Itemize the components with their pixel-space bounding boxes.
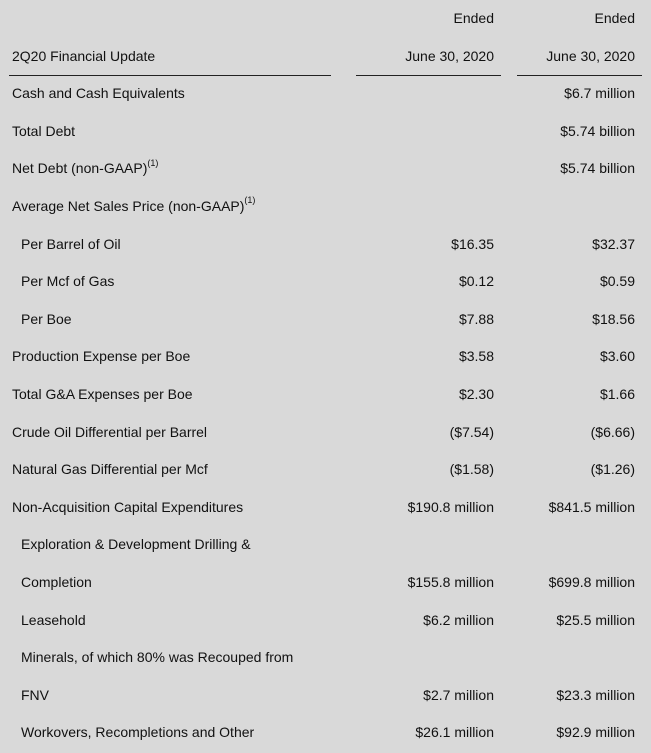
table-row-crude-differential xyxy=(0,414,651,452)
header-row-ended xyxy=(0,0,651,38)
row-col1-value: $26.1 million xyxy=(415,724,494,741)
row-col2-value: $32.37 xyxy=(592,235,635,252)
row-col2-value: $5.74 billion xyxy=(560,122,635,139)
row-col2-value: $6.7 million xyxy=(564,85,635,102)
row-label: Natural Gas Differential per Mcf xyxy=(12,461,208,478)
row-col2-value: $699.8 million xyxy=(548,573,635,590)
row-col1-value: $3.58 xyxy=(458,348,494,365)
table-row-per-mcf xyxy=(0,263,651,301)
row-label: Per Barrel of Oil xyxy=(21,235,121,252)
col2-date-label: June 30, 2020 xyxy=(546,47,635,64)
footnote-marker: (1) xyxy=(244,195,256,206)
row-label: Total Debt xyxy=(12,122,76,139)
row-col2-value: $92.9 million xyxy=(556,724,635,741)
table-row-per-barrel xyxy=(0,226,651,264)
table-row-workovers xyxy=(0,714,651,752)
table-row-completion xyxy=(0,564,651,602)
table-row-production-expense xyxy=(0,338,651,376)
table-row-gas-differential xyxy=(0,451,651,489)
table-row-drilling xyxy=(0,526,651,564)
header-divider-label xyxy=(9,75,331,76)
row-label: Crude Oil Differential per Barrel xyxy=(12,423,208,440)
row-col2-value: $18.56 xyxy=(592,310,635,327)
table-row-avg-net-sales-price xyxy=(0,188,651,226)
row-label: Per Mcf of Gas xyxy=(21,273,115,290)
table-row-net-debt xyxy=(0,150,651,188)
table-row-cash xyxy=(0,75,651,113)
table-row-ga-expenses xyxy=(0,376,651,414)
row-col2-value: $0.59 xyxy=(599,273,635,290)
row-label: Average Net Sales Price (non-GAAP)$^{(1)}$ xyxy=(12,195,256,214)
row-col2-value: $3.60 xyxy=(599,348,635,365)
table-row-capex xyxy=(0,489,651,527)
row-label: Workovers, Recompletions and Other xyxy=(21,724,255,741)
row-label: Completion xyxy=(21,573,92,590)
row-label: Minerals, of which 80% was Recouped from xyxy=(21,649,294,666)
row-col2-value: $23.3 million xyxy=(556,686,635,703)
table-row-leasehold xyxy=(0,602,651,640)
header-divider-col2 xyxy=(517,75,642,76)
row-col1-value: $6.2 million xyxy=(423,611,494,628)
row-label: FNV xyxy=(21,686,49,703)
table-title: 2Q20 Financial Update xyxy=(12,47,156,64)
row-col1-value: $0.12 xyxy=(458,273,494,290)
row-label: Cash and Cash Equivalents xyxy=(12,85,185,102)
table-row-per-boe xyxy=(0,301,651,339)
row-label: Exploration & Development Drilling & xyxy=(21,536,251,553)
table-row-total-debt xyxy=(0,113,651,151)
table-row-minerals xyxy=(0,639,651,677)
row-col2-value: $25.5 million xyxy=(556,611,635,628)
row-col2-value: $841.5 million xyxy=(548,498,635,515)
row-label: Total G&A Expenses per Boe xyxy=(12,385,193,402)
row-label: Per Boe xyxy=(21,310,72,327)
row-col1-value: $2.7 million xyxy=(423,686,494,703)
header-row-title xyxy=(0,38,651,76)
row-label: Production Expense per Boe xyxy=(12,348,191,365)
header-divider-col1 xyxy=(356,75,501,76)
row-label: Non-Acquisition Capital Expenditures xyxy=(12,498,244,515)
row-col1-value: $2.30 xyxy=(458,385,494,402)
table-row-fnv xyxy=(0,677,651,715)
col1-ended-label: Ended xyxy=(453,10,494,26)
row-label: Net Debt (non-GAAP)$^{(1)}$ xyxy=(12,157,159,177)
row-col1-value: $16.35 xyxy=(451,235,494,252)
row-label: Leasehold xyxy=(21,611,86,628)
row-col2-value: $5.74 billion xyxy=(560,160,635,177)
row-col2-value: ($6.66) xyxy=(590,423,635,440)
row-col1-value: $7.88 xyxy=(458,310,494,327)
col2-ended-label: Ended xyxy=(594,10,635,26)
footnote-marker: (1) xyxy=(147,157,159,168)
row-col2-value: $1.66 xyxy=(599,385,635,402)
row-col1-value: $155.8 million xyxy=(407,573,494,590)
row-col1-value: ($1.58) xyxy=(449,461,494,478)
col1-date-label: June 30, 2020 xyxy=(405,47,494,64)
row-col1-value: ($7.54) xyxy=(449,423,494,440)
row-col2-value: ($1.26) xyxy=(590,461,635,478)
row-col1-value: $190.8 million xyxy=(407,498,494,515)
